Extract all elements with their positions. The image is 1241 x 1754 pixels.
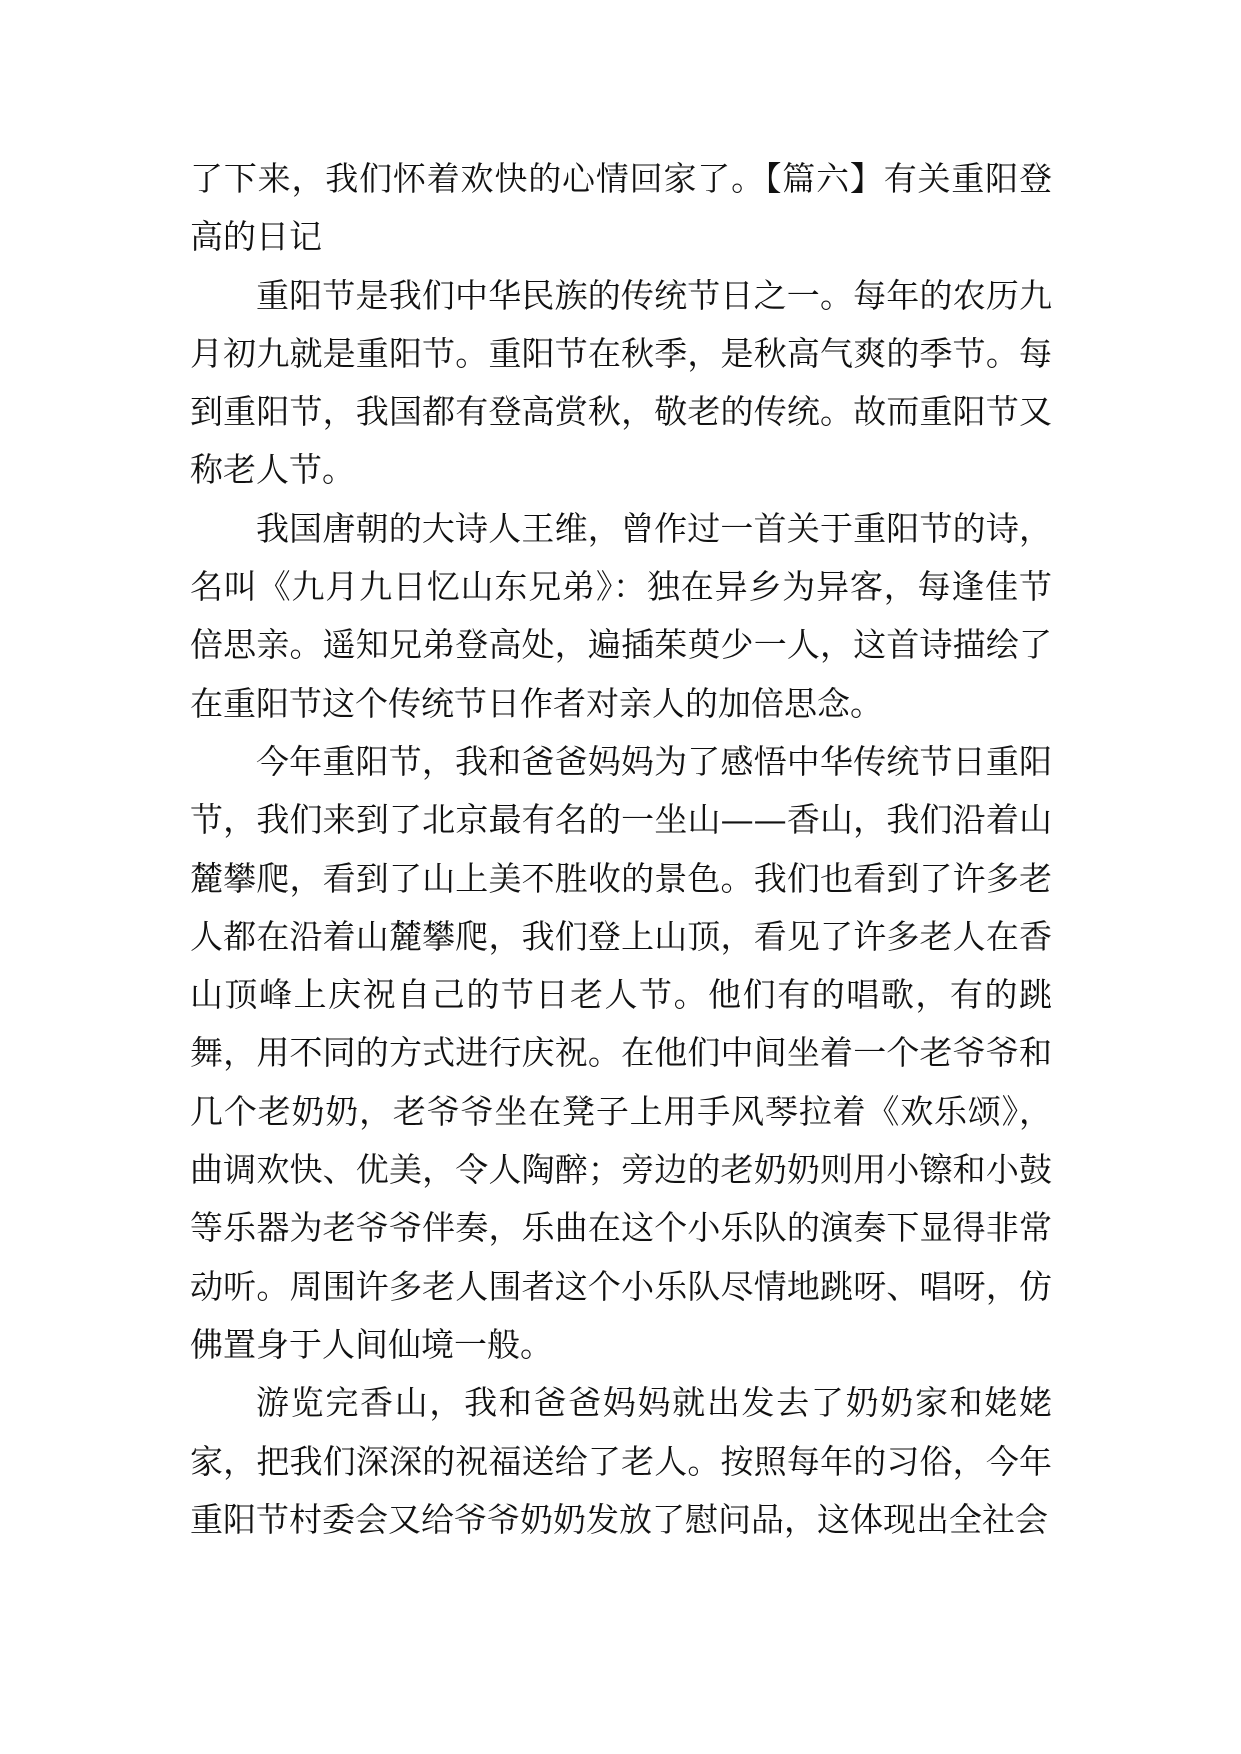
document-body (190, 150, 1052, 1549)
paragraph-xiangshan-visit: 今年重阳节，我和爸爸妈妈为了感悟中华传统节日重阳节，我们来到了北京最有名的一坐山——香山，我们沿着山麓攀爬，看到了山上美不胜收的景色。我们也看到了许多老人都在沿着山麓攀爬，我们登上山顶，看见了许多老人在香山顶峰上庆祝自己的节日老人节。他们有的唱歌，有的跳舞，用不同的方式进行庆祝。在他们中间坐着一个老爷爷和几个老奶奶，老爷爷坐在凳子上用手风琴拉着《欢乐颂》，曲调欢快、优美，令人陶醉；旁边的老奶奶则用小镲和小鼓等乐器为老爷爷伴奏，乐曲在这个小乐队的演奏下显得非常动听。周围许多老人围者这个小乐队尽情地跳呀、唱呀，仿佛置身于人间仙境一般。 (190, 741, 1052, 1364)
paragraph-wangwei-poem: 我国唐朝的大诗人王维，曾作过一首关于重阳节的诗，名叫《九月九日忆山东兄弟》：独在异乡为异客，每逢佳节倍思亲。遥知兄弟登高处，遍插茱萸少一人，这首诗描绘了在重阳节这个传统节日作者对亲人的加倍思念。 (190, 508, 1052, 723)
paragraph-continuation: 了下来，我们怀着欢快的心情回家了。【篇六】有关重阳登高的日记 (190, 159, 1052, 257)
paragraph-grandparents-visit: 游览完香山，我和爸爸妈妈就出发去了奶奶家和姥姥家，把我们深深的祝福送给了老人。按照每年的习俗，今年重阳节村委会又给爷爷奶奶发放了慰问品，这体现出全社会 (190, 1383, 1052, 1539)
paragraph-festival-intro: 重阳节是我们中华民族的传统节日之一。每年的农历九月初九就是重阳节。重阳节在秋季，是秋高气爽的季节。每到重阳节，我国都有登高赏秋，敬老的传统。故而重阳节又称老人节。 (190, 275, 1052, 490)
